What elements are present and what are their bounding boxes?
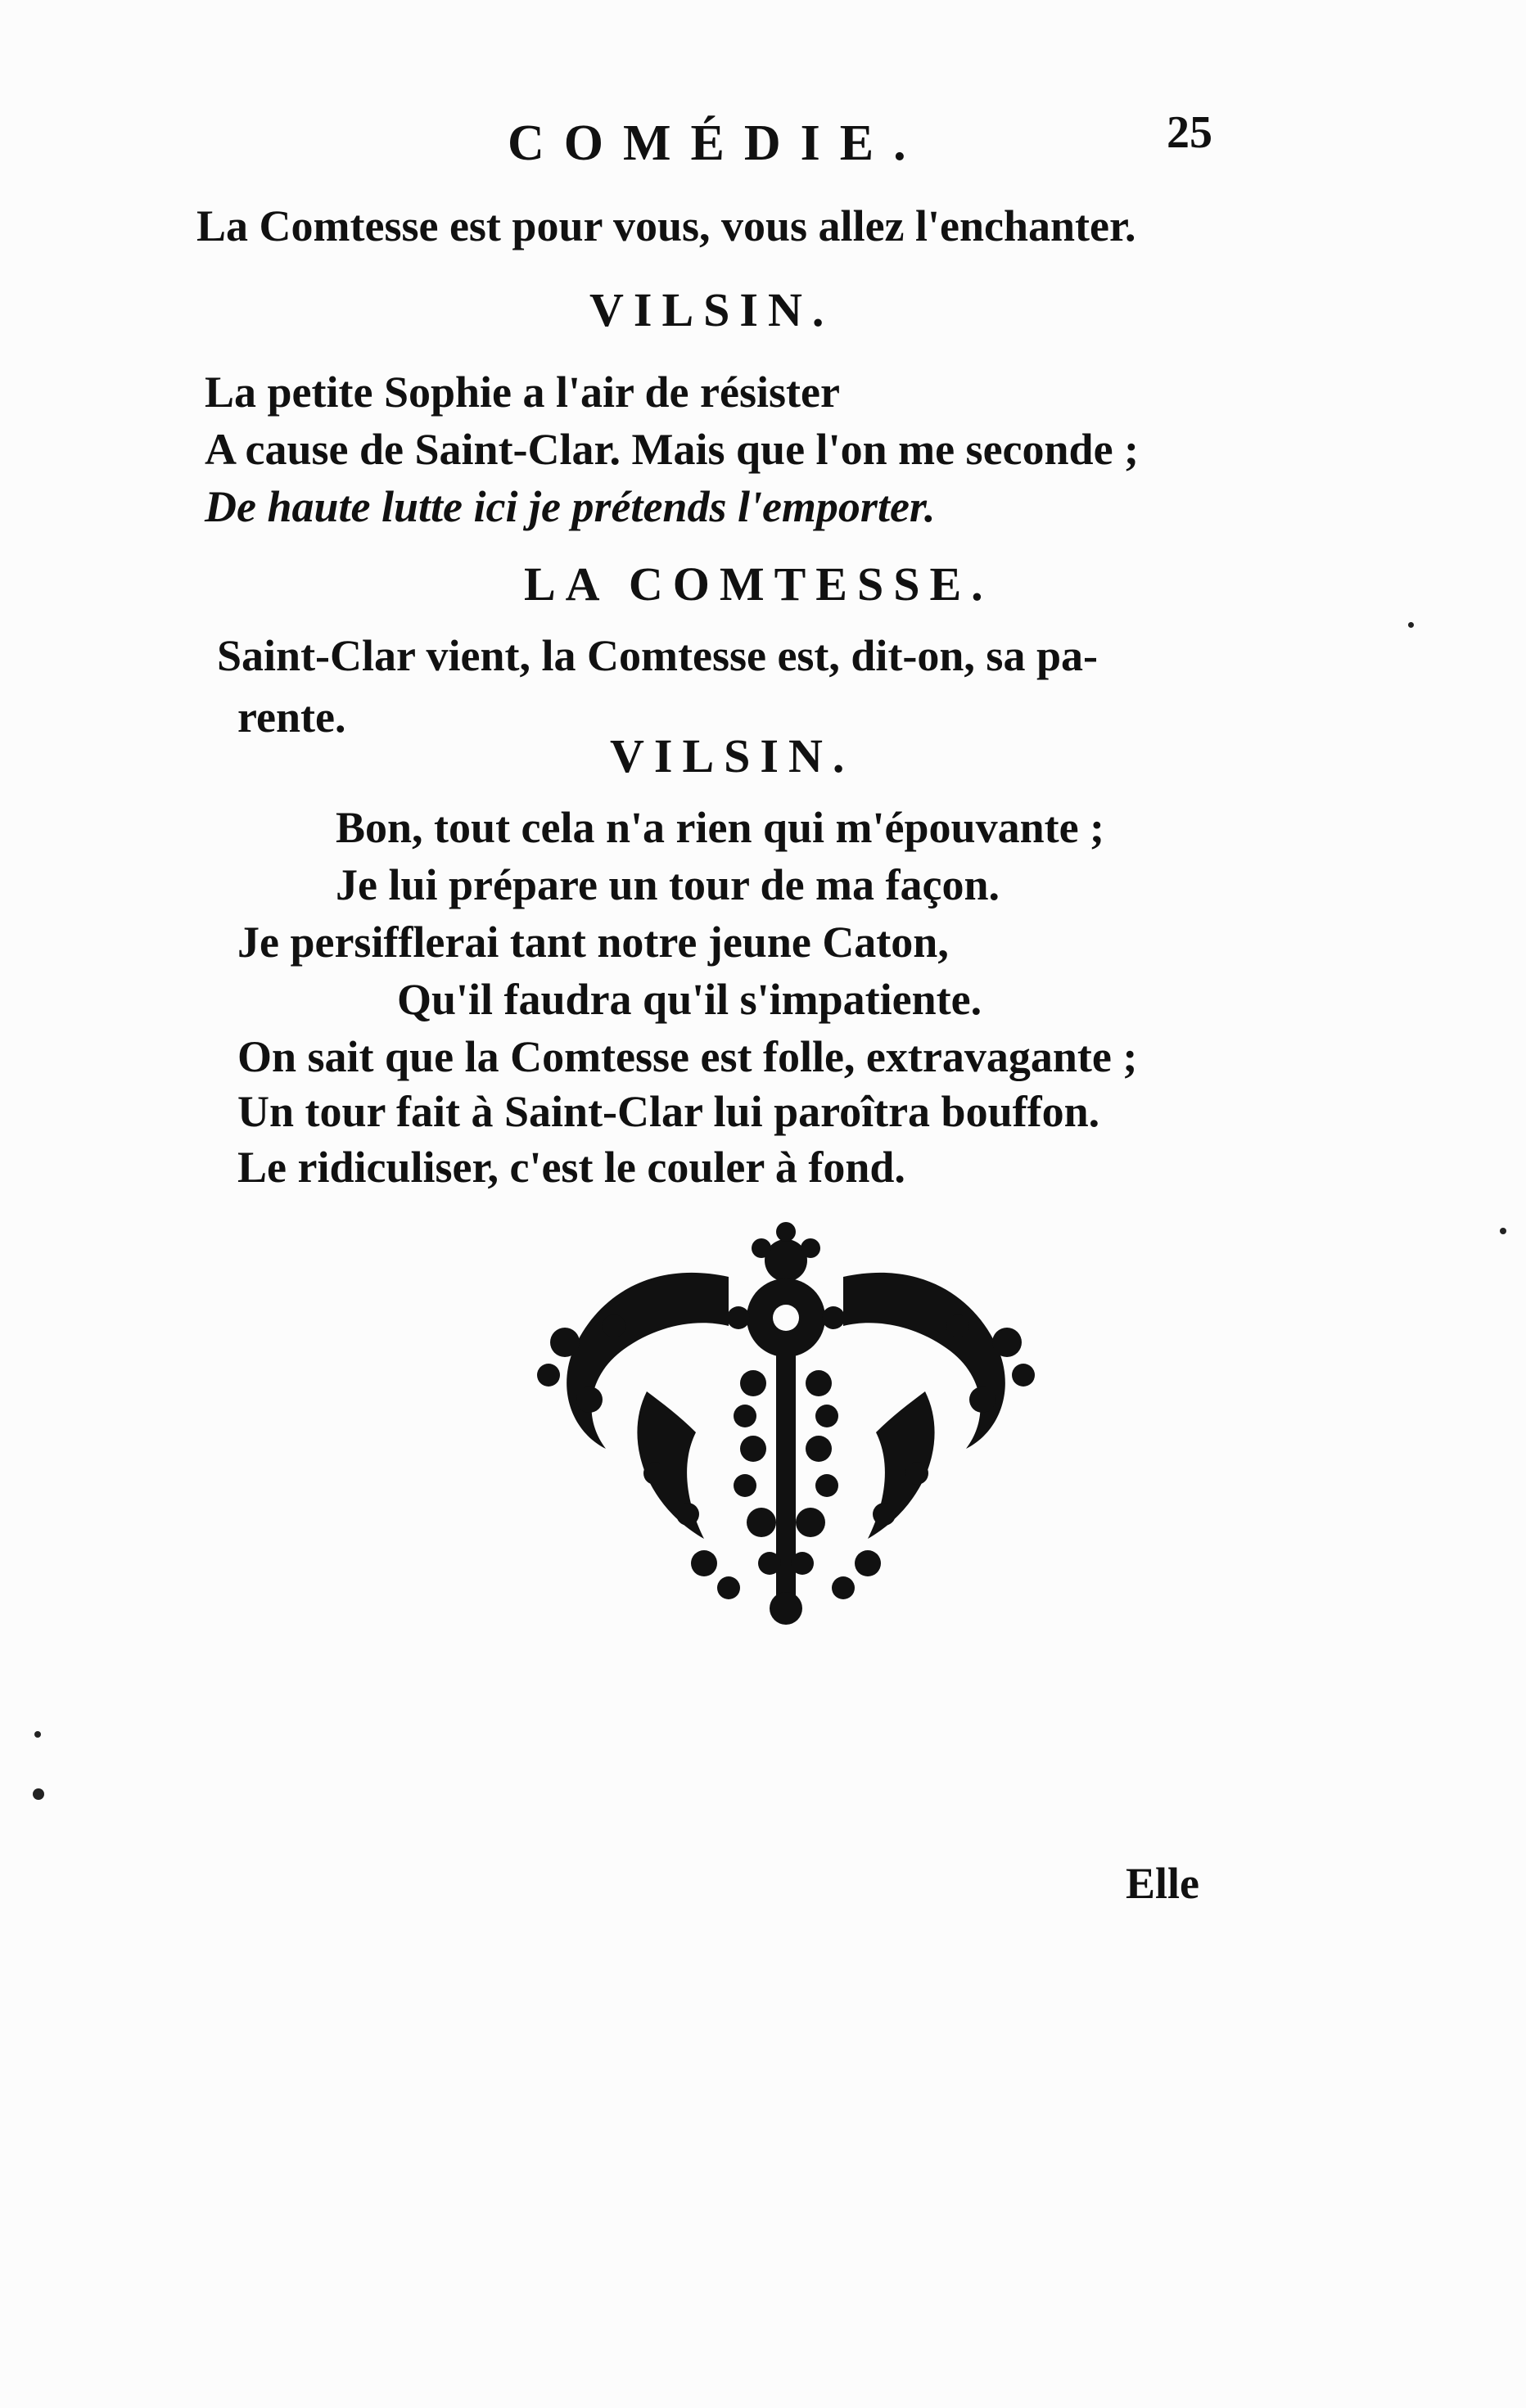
verse-line: rente. <box>237 692 346 742</box>
catchword: Elle <box>1126 1859 1199 1908</box>
speaker-name: VILSIN. <box>589 283 834 336</box>
verse-line: De haute lutte ici je prétends l'emporter. <box>205 482 936 531</box>
ink-speck <box>1500 1228 1506 1234</box>
verse-line: La petite Sophie a l'air de résister <box>205 368 840 417</box>
verse-line: Je persifflerai tant notre jeune Caton, <box>237 918 949 967</box>
verse-line: On sait que la Comtesse est folle, extravagante ; <box>237 1032 1138 1081</box>
verse-line: Bon, tout cela n'a rien qui m'épouvante ; <box>336 803 1105 852</box>
speaker-name: VILSIN. <box>610 729 855 782</box>
verse-line: A cause de Saint-Clar. Mais que l'on me seconde ; <box>205 425 1140 474</box>
verse-line: La Comtesse est pour vous, vous allez l'enchanter. <box>196 201 1136 250</box>
floral-vignette-icon <box>524 1203 1048 1645</box>
ink-speck <box>34 1731 41 1738</box>
ink-speck <box>1408 622 1414 628</box>
verse-line: Qu'il faudra qu'il s'impatiente. <box>397 975 982 1024</box>
verse-line: Le ridiculiser, c'est le couler à fond. <box>237 1143 905 1192</box>
verse-line: Je lui prépare un tour de ma façon. <box>336 860 1000 909</box>
verse-line: Saint-Clar vient, la Comtesse est, dit-on, sa pa- <box>217 631 1098 680</box>
page-number: 25 <box>1167 107 1212 158</box>
ink-speck <box>33 1788 44 1800</box>
running-head: COMÉDIE. <box>508 115 926 171</box>
speaker-name: LA COMTESSE. <box>524 557 993 611</box>
verse-line: Un tour fait à Saint-Clar lui paroîtra bouffon. <box>237 1087 1100 1136</box>
